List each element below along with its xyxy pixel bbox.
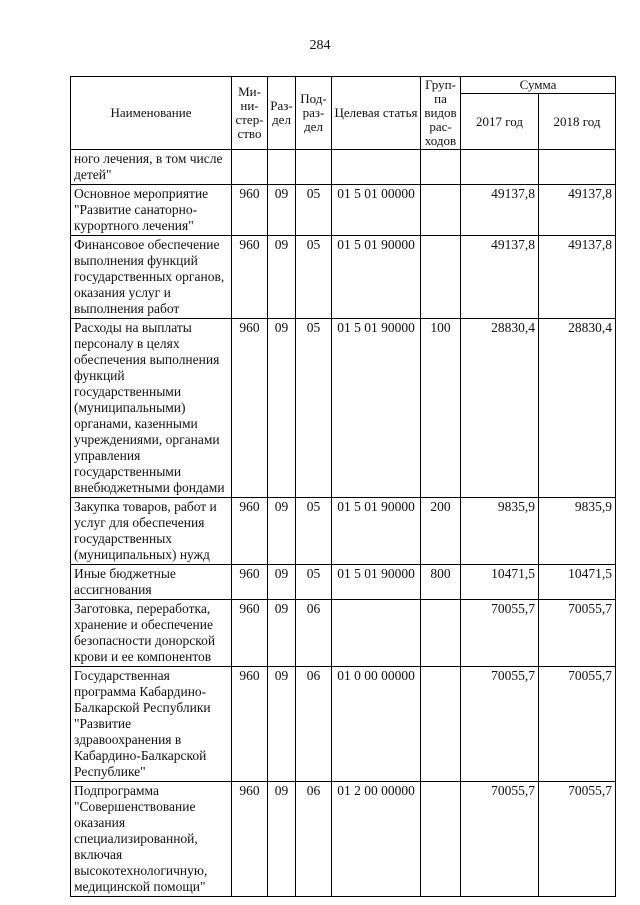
cell-name: Заготовка, переработка, хранение и обеспечение безопасности донорской крови и ее компонентов xyxy=(71,600,232,667)
cell-section: 09 xyxy=(268,236,296,319)
cell-sum-2018 xyxy=(539,150,616,185)
cell-section: 09 xyxy=(268,319,296,498)
header-ministry: Ми-ни-стер-ство xyxy=(232,77,268,150)
cell-target: 01 5 01 90000 xyxy=(332,565,421,600)
cell-group xyxy=(421,185,461,236)
cell-section: 09 xyxy=(268,600,296,667)
cell-sum-2017: 28830,4 xyxy=(461,319,539,498)
cell-subsection: 05 xyxy=(296,319,332,498)
header-subsection: Под-раз-дел xyxy=(296,77,332,150)
header-sum: Сумма xyxy=(461,77,616,94)
budget-table xyxy=(70,76,616,897)
cell-group xyxy=(421,667,461,782)
table-row xyxy=(71,236,616,319)
cell-subsection: 05 xyxy=(296,498,332,565)
cell-ministry: 960 xyxy=(232,565,268,600)
header-section: Раз-дел xyxy=(268,77,296,150)
cell-name: Подпрограмма "Совершенствование оказания специализированной, включая высокотехнологичную, медицинской помощи" xyxy=(71,782,232,897)
cell-sum-2017: 9835,9 xyxy=(461,498,539,565)
header-group: Груп-па видов рас-ходов xyxy=(421,77,461,150)
cell-sum-2018: 49137,8 xyxy=(539,185,616,236)
cell-name: Иные бюджетные ассигнования xyxy=(71,565,232,600)
cell-sum-2017 xyxy=(461,150,539,185)
cell-name: Закупка товаров, работ и услуг для обеспечения государственных (муниципальных) нужд xyxy=(71,498,232,565)
cell-group xyxy=(421,600,461,667)
cell-subsection: 06 xyxy=(296,667,332,782)
table-row xyxy=(71,782,616,897)
cell-target: 01 2 00 00000 xyxy=(332,782,421,897)
cell-sum-2018: 49137,8 xyxy=(539,236,616,319)
header-2017: 2017 год xyxy=(461,94,539,150)
cell-name: ного лечения, в том числе детей" xyxy=(71,150,232,185)
cell-sum-2017: 70055,7 xyxy=(461,667,539,782)
cell-section: 09 xyxy=(268,498,296,565)
cell-sum-2017: 70055,7 xyxy=(461,782,539,897)
cell-sum-2018: 9835,9 xyxy=(539,498,616,565)
cell-subsection xyxy=(296,150,332,185)
cell-group: 200 xyxy=(421,498,461,565)
cell-target xyxy=(332,600,421,667)
cell-sum-2018: 70055,7 xyxy=(539,782,616,897)
cell-sum-2017: 70055,7 xyxy=(461,600,539,667)
cell-section: 09 xyxy=(268,782,296,897)
cell-name: Расходы на выплаты персоналу в целях обеспечения выполнения функций государственными (муниципальными) органами, казенными учреждениями, органами управления государственными внебюджетными фондами xyxy=(71,319,232,498)
cell-group xyxy=(421,236,461,319)
cell-section xyxy=(268,150,296,185)
cell-subsection: 05 xyxy=(296,185,332,236)
table-row xyxy=(71,150,616,185)
cell-target xyxy=(332,150,421,185)
cell-name: Государственная программа Кабардино-Балкарской Республики "Развитие здравоохранения в Кабардино-Балкарской Республике" xyxy=(71,667,232,782)
cell-name: Финансовое обеспечение выполнения функций государственных органов, оказания услуг и выполнения работ xyxy=(71,236,232,319)
cell-sum-2018: 28830,4 xyxy=(539,319,616,498)
header-name: Наименование xyxy=(71,77,232,150)
cell-ministry: 960 xyxy=(232,236,268,319)
header-row xyxy=(71,77,616,94)
cell-subsection: 06 xyxy=(296,782,332,897)
cell-subsection: 05 xyxy=(296,236,332,319)
cell-ministry: 960 xyxy=(232,185,268,236)
cell-sum-2017: 49137,8 xyxy=(461,236,539,319)
cell-sum-2018: 70055,7 xyxy=(539,600,616,667)
cell-ministry: 960 xyxy=(232,319,268,498)
cell-ministry xyxy=(232,150,268,185)
cell-section: 09 xyxy=(268,667,296,782)
cell-target: 01 5 01 90000 xyxy=(332,498,421,565)
cell-subsection: 06 xyxy=(296,600,332,667)
cell-group xyxy=(421,782,461,897)
cell-section: 09 xyxy=(268,565,296,600)
cell-subsection: 05 xyxy=(296,565,332,600)
cell-sum-2018: 10471,5 xyxy=(539,565,616,600)
cell-group: 800 xyxy=(421,565,461,600)
cell-sum-2017: 49137,8 xyxy=(461,185,539,236)
cell-sum-2017: 10471,5 xyxy=(461,565,539,600)
table-row xyxy=(71,667,616,782)
header-target: Целевая статья xyxy=(332,77,421,150)
cell-target: 01 5 01 90000 xyxy=(332,236,421,319)
cell-name: Основное мероприятие "Развитие санаторно-курортного лечения" xyxy=(71,185,232,236)
cell-ministry: 960 xyxy=(232,667,268,782)
cell-sum-2018: 70055,7 xyxy=(539,667,616,782)
table-row xyxy=(71,498,616,565)
table-row xyxy=(71,185,616,236)
cell-group: 100 xyxy=(421,319,461,498)
table-row xyxy=(71,319,616,498)
header-2018: 2018 год xyxy=(539,94,616,150)
page-number: 284 xyxy=(309,38,331,53)
cell-ministry: 960 xyxy=(232,782,268,897)
cell-ministry: 960 xyxy=(232,600,268,667)
table-row xyxy=(71,565,616,600)
cell-section: 09 xyxy=(268,185,296,236)
cell-target: 01 0 00 00000 xyxy=(332,667,421,782)
table-row xyxy=(71,600,616,667)
table-body xyxy=(71,150,616,897)
cell-target: 01 5 01 00000 xyxy=(332,185,421,236)
cell-target: 01 5 01 90000 xyxy=(332,319,421,498)
cell-group xyxy=(421,150,461,185)
cell-ministry: 960 xyxy=(232,498,268,565)
